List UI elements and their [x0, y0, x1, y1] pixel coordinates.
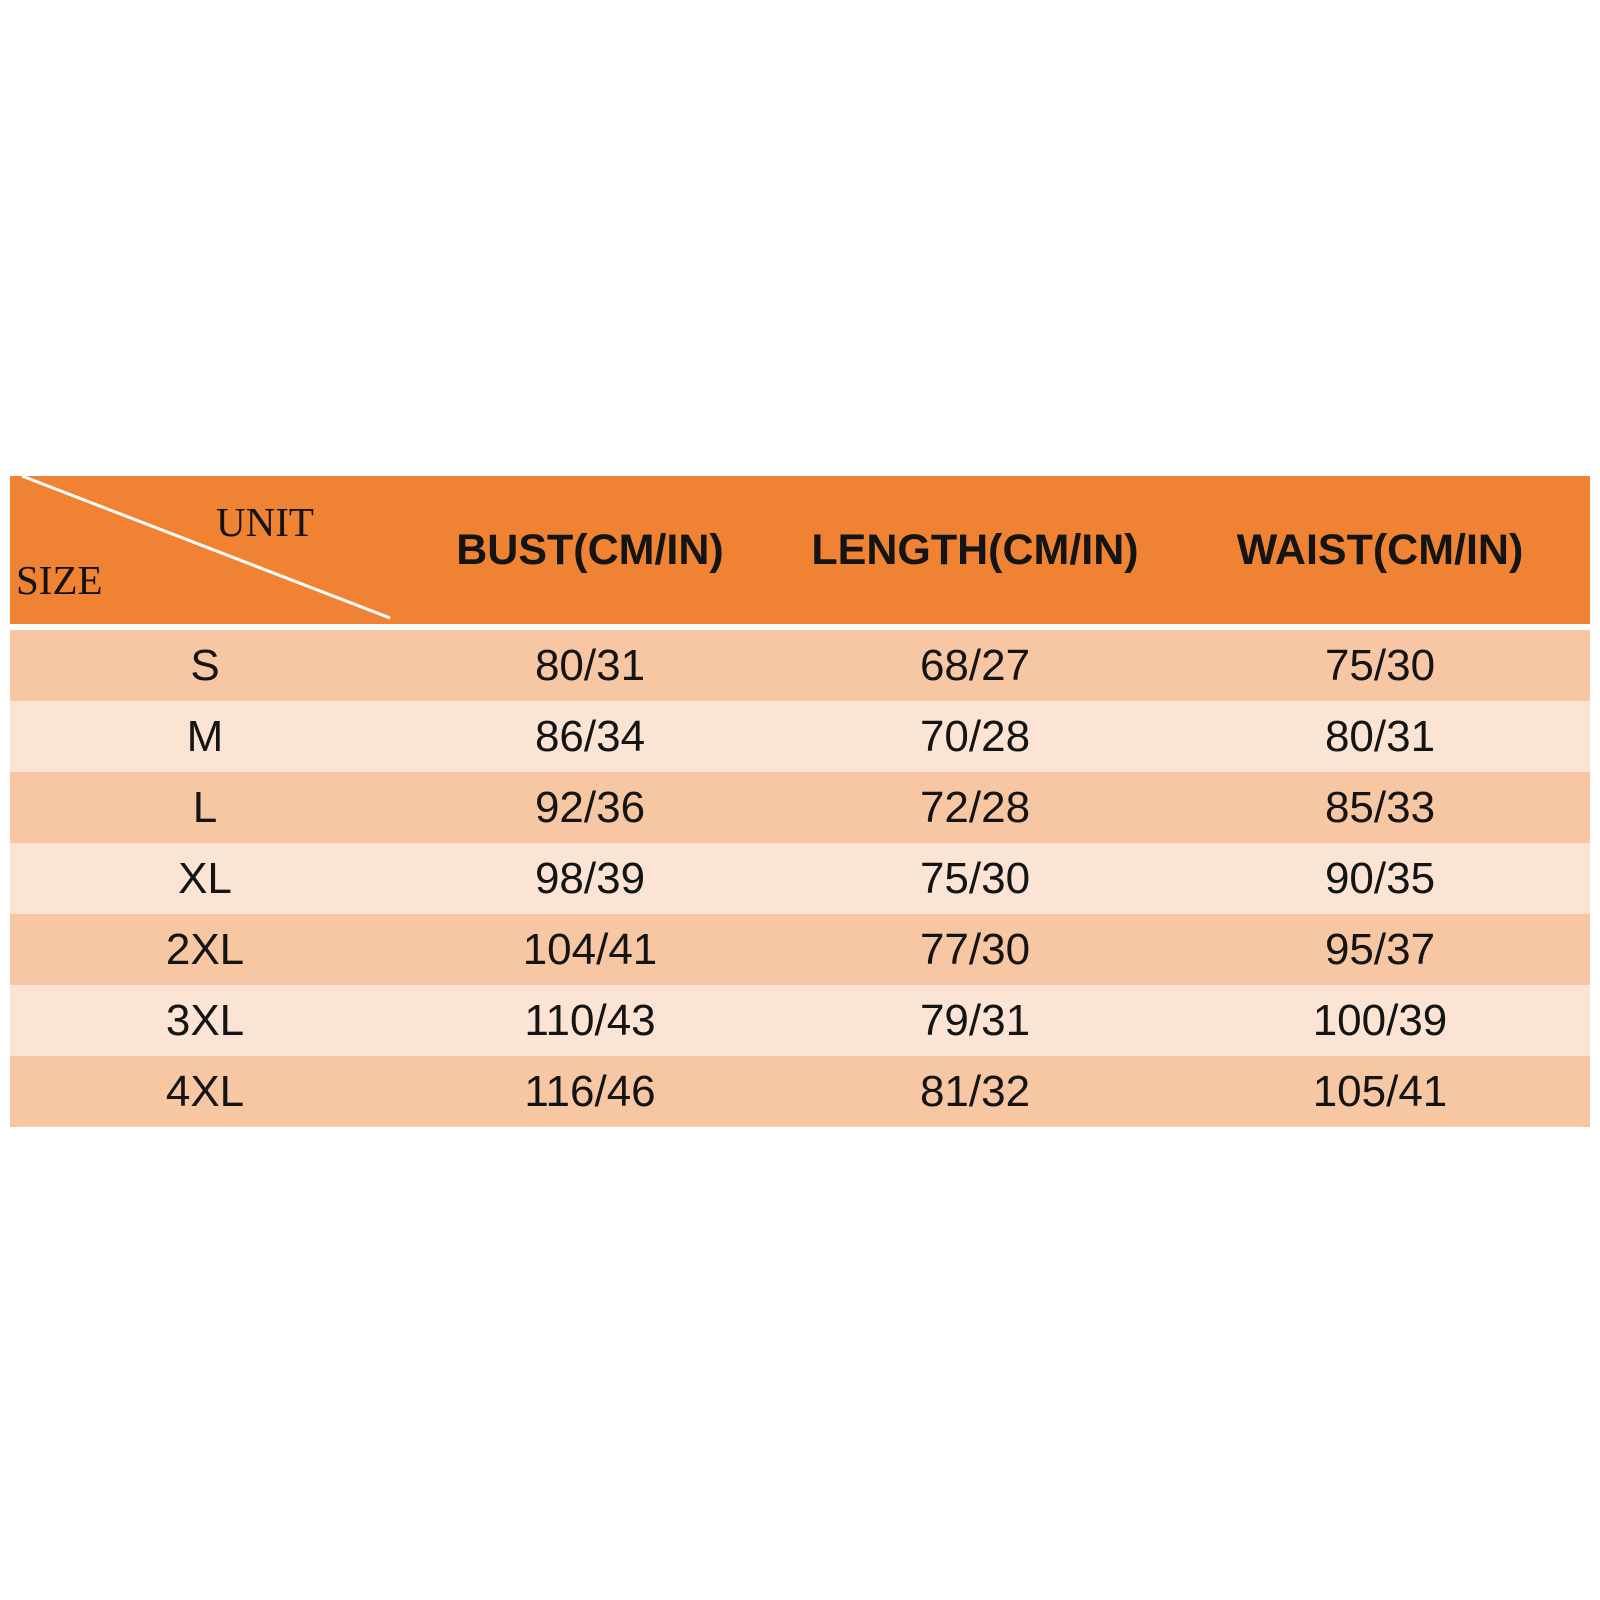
length-cell: 70/28 [919, 712, 1031, 761]
waist-cell: 90/35 [1324, 854, 1436, 903]
waist-cell: 95/37 [1324, 925, 1436, 974]
length-cell: 81/32 [919, 1067, 1031, 1116]
waist-cell: 80/31 [1324, 712, 1436, 761]
size-chart-table [10, 476, 1590, 1127]
table-row [10, 843, 1590, 914]
size-label: SIZE [16, 557, 103, 603]
size-cell: XL [178, 854, 232, 903]
table-header [10, 476, 1590, 624]
size-cell: 4XL [165, 1067, 245, 1116]
bust-cell: 116/46 [524, 1067, 656, 1116]
table-row [10, 985, 1590, 1056]
bust-cell: 92/36 [534, 783, 646, 832]
length-cell: 72/28 [919, 783, 1031, 832]
waist-cell: 100/39 [1312, 996, 1448, 1045]
bust-cell: 104/41 [522, 925, 658, 974]
size-cell: 3XL [165, 996, 245, 1045]
unit-label: UNIT [216, 499, 314, 545]
header-corner-cell [10, 476, 400, 624]
column-header-bust: BUST(CM/IN) [456, 526, 724, 574]
bust-cell: 98/39 [534, 854, 646, 903]
size-cell: S [190, 641, 220, 690]
table-row [10, 630, 1590, 701]
waist-cell: 85/33 [1324, 783, 1436, 832]
length-cell: 77/30 [919, 925, 1031, 974]
length-cell: 68/27 [919, 641, 1031, 690]
table-row [10, 701, 1590, 772]
bust-cell: 80/31 [534, 641, 646, 690]
bust-cell: 110/43 [524, 996, 656, 1045]
waist-cell: 105/41 [1312, 1067, 1448, 1116]
length-cell: 75/30 [919, 854, 1031, 903]
size-cell: 2XL [165, 925, 245, 974]
length-cell: 79/31 [919, 996, 1031, 1045]
table-row [10, 772, 1590, 843]
size-cell: M [186, 712, 224, 761]
column-header-waist: WAIST(CM/IN) [1236, 526, 1524, 574]
table-row [10, 914, 1590, 985]
bust-cell: 86/34 [534, 712, 646, 761]
size-cell: L [192, 783, 218, 832]
column-header-length: LENGTH(CM/IN) [811, 526, 1139, 574]
table-row [10, 1056, 1590, 1127]
waist-cell: 75/30 [1324, 641, 1436, 690]
